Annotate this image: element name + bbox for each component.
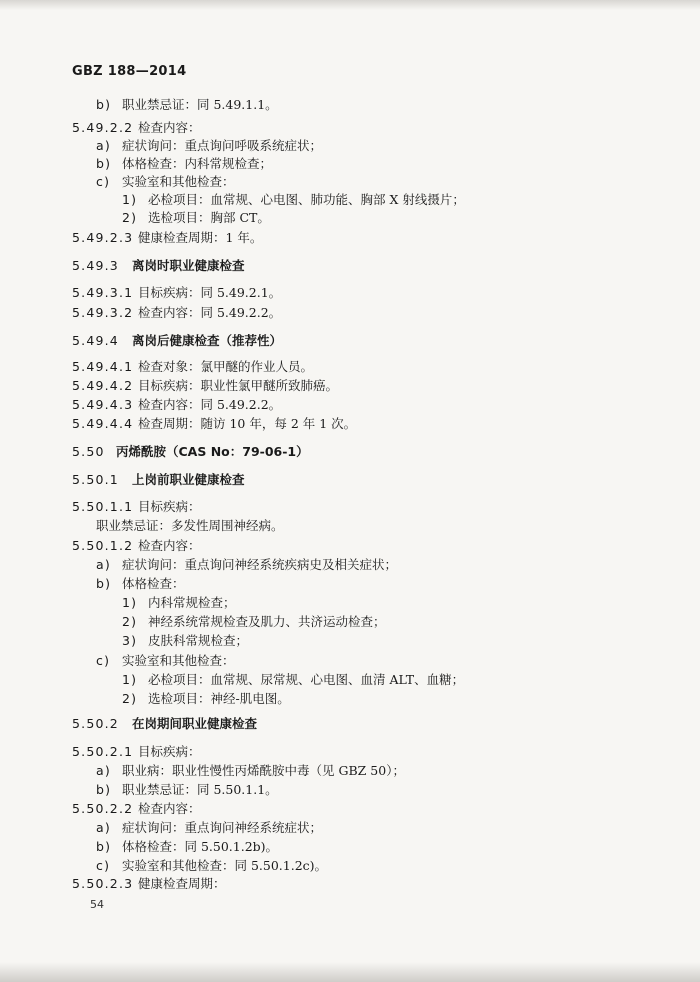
section-heading: 5.49.4 离岗后健康检查（推荐性）: [72, 333, 283, 348]
clause-subitem: 2) 神经系统常规检查及肌力、共济运动检查；: [122, 614, 386, 629]
clause-heading: 5.49.4.4 检查周期：随访 10 年，每 2 年 1 次。: [72, 416, 357, 431]
clause-heading: 5.49.2.3 健康检查周期：1 年。: [72, 230, 263, 245]
page-number: 54: [90, 898, 104, 911]
clause-heading: 5.49.3.1 目标疾病：同 5.49.2.1。: [72, 285, 282, 300]
clause-item: c) 实验室和其他检查：: [96, 174, 235, 189]
clause-heading: 5.49.4.1 检查对象：氯甲醚的作业人员。: [72, 359, 314, 374]
document-code: GBZ 188—2014: [72, 64, 187, 79]
clause-item: b) 职业禁忌证：同 5.50.1.1。: [96, 782, 278, 797]
clause-heading: 5.50.1.1 目标疾病：: [72, 499, 201, 514]
clause-heading: 5.50.2.1 目标疾病：: [72, 744, 201, 759]
clause-item: b) 体格检查：同 5.50.1.2b)。: [96, 839, 279, 854]
clause-heading: 5.50.1.2 检查内容：: [72, 538, 201, 553]
section-heading: 5.50.2 在岗期间职业健康检查: [72, 716, 258, 731]
clause-item: b) 体格检查：内科常规检查；: [96, 156, 273, 171]
chapter-heading: 5.50 丙烯酰胺（CAS No：79-06-1）: [72, 444, 309, 459]
scan-shadow-top: [0, 0, 700, 10]
clause-subitem: 1) 必检项目：血常规、尿常规、心电图、血清 ALT、血糖；: [122, 672, 465, 687]
clause-subitem: 1) 内科常规检查；: [122, 595, 236, 610]
clause-item: b) 职业禁忌证：同 5.49.1.1。: [96, 97, 278, 112]
clause-item: a) 症状询问：重点询问神经系统症状；: [96, 820, 323, 835]
clause-subitem: 1) 必检项目：血常规、心电图、肺功能、胸部 X 射线摄片；: [122, 192, 465, 207]
clause-subitem: 3) 皮肤科常规检查；: [122, 633, 249, 648]
clause-item: a) 职业病：职业性慢性丙烯酰胺中毒（见 GBZ 50）；: [96, 763, 405, 778]
clause-heading: 5.49.4.3 检查内容：同 5.49.2.2。: [72, 397, 282, 412]
scan-shadow-bottom: [0, 962, 700, 982]
clause-item: c) 实验室和其他检查：同 5.50.1.2c)。: [96, 858, 328, 873]
clause-heading: 5.49.2.2 检查内容：: [72, 120, 201, 135]
clause-item: b) 体格检查：: [96, 576, 185, 591]
section-heading: 5.49.3 离岗时职业健康检查: [72, 258, 245, 273]
clause-heading: 5.50.2.2 检查内容：: [72, 801, 201, 816]
clause-item: a) 症状询问：重点询问神经系统疾病史及相关症状；: [96, 557, 398, 572]
clause-heading: 5.49.3.2 检查内容：同 5.49.2.2。: [72, 305, 282, 320]
clause-heading: 5.49.4.2 目标疾病：职业性氯甲醚所致肺癌。: [72, 378, 339, 393]
clause-item: c) 实验室和其他检查：: [96, 653, 235, 668]
clause-subitem: 2) 选检项目：神经-肌电图。: [122, 691, 290, 706]
section-heading: 5.50.1 上岗前职业健康检查: [72, 472, 245, 487]
clause-text: 职业禁忌证：多发性周围神经病。: [96, 518, 284, 533]
clause-item: a) 症状询问：重点询问呼吸系统症状；: [96, 138, 323, 153]
clause-subitem: 2) 选检项目：胸部 CT。: [122, 210, 270, 225]
clause-heading: 5.50.2.3 健康检查周期：: [72, 876, 226, 891]
